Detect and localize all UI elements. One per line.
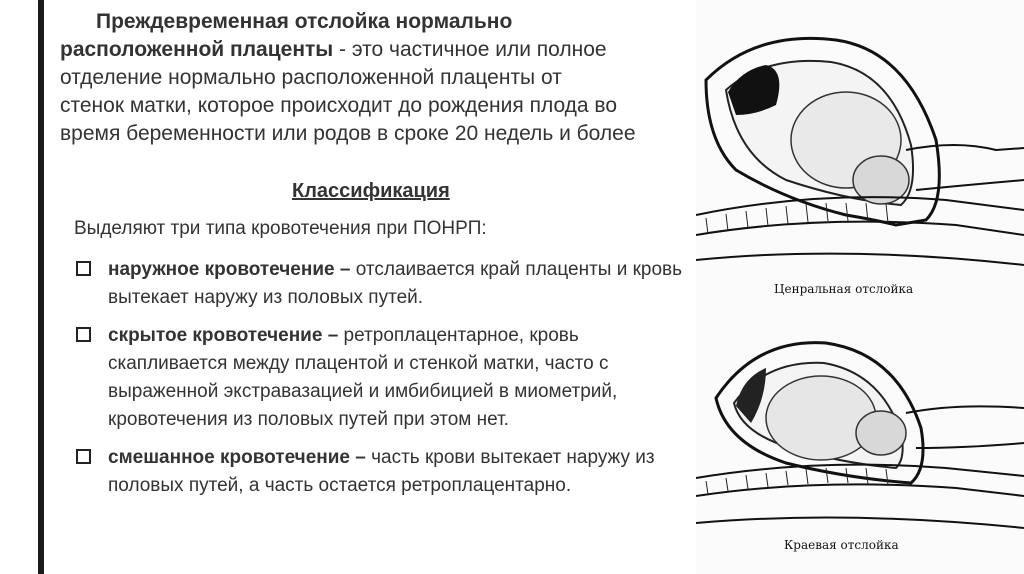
intro-line5: время беременности или родов в сроке 20 недель и более — [60, 122, 636, 145]
bullet-term: скрытое кровотечение – — [108, 325, 339, 346]
checkbox-bullet-icon — [76, 261, 91, 276]
bullet-term: смешанное кровотечение – — [108, 447, 366, 468]
classification-lead: Выделяют три типа кровотечения при ПОНРП: — [74, 218, 487, 239]
intro-title-line1: Преждевременная отслойка нормально — [96, 10, 513, 33]
marginal-abruption-illustration — [696, 318, 1024, 538]
bullet-item-hidden — [74, 322, 694, 434]
bullet-term: наружное кровотечение – — [108, 259, 351, 280]
left-accent-bar — [38, 0, 44, 574]
intro-line3: отделение нормально расположенной плаценты от — [60, 66, 562, 89]
bullet-item-external — [74, 256, 694, 312]
caption-marginal-abruption: Краевая отслойка — [784, 538, 899, 552]
checkbox-bullet-icon — [76, 449, 91, 464]
bullet-text: часть крови вытекает наружу из половых путей, а часть остается ретроплацентарно. — [108, 447, 655, 496]
bullet-list — [74, 256, 694, 510]
caption-central-abruption: Ценральная отслойка — [774, 282, 914, 296]
intro-title-line2: расположенной плаценты — [60, 38, 334, 61]
intro-line4: стенок матки, которое происходит до рождения плода во — [60, 94, 618, 117]
bullet-text: отслаивается край плаценты и кровь вытекает наружу из половых путей. — [108, 259, 683, 308]
intro-line2-rest: - это частичное или полное — [333, 38, 607, 61]
central-abruption-illustration — [696, 20, 1024, 280]
bullet-text: ретроплацентарное, кровь скапливается между плацентой и стенкой матки, часто с выраженной экстравазацией и имбибицией в миометрий, кровотечения из половых путей при этом нет. — [108, 325, 618, 430]
bullet-item-mixed — [74, 444, 694, 500]
checkbox-bullet-icon — [76, 327, 91, 342]
left-margin — [0, 0, 38, 574]
illustration-panel — [696, 0, 1024, 574]
classification-heading: Классификация — [292, 180, 450, 202]
intro-paragraph — [60, 8, 700, 148]
